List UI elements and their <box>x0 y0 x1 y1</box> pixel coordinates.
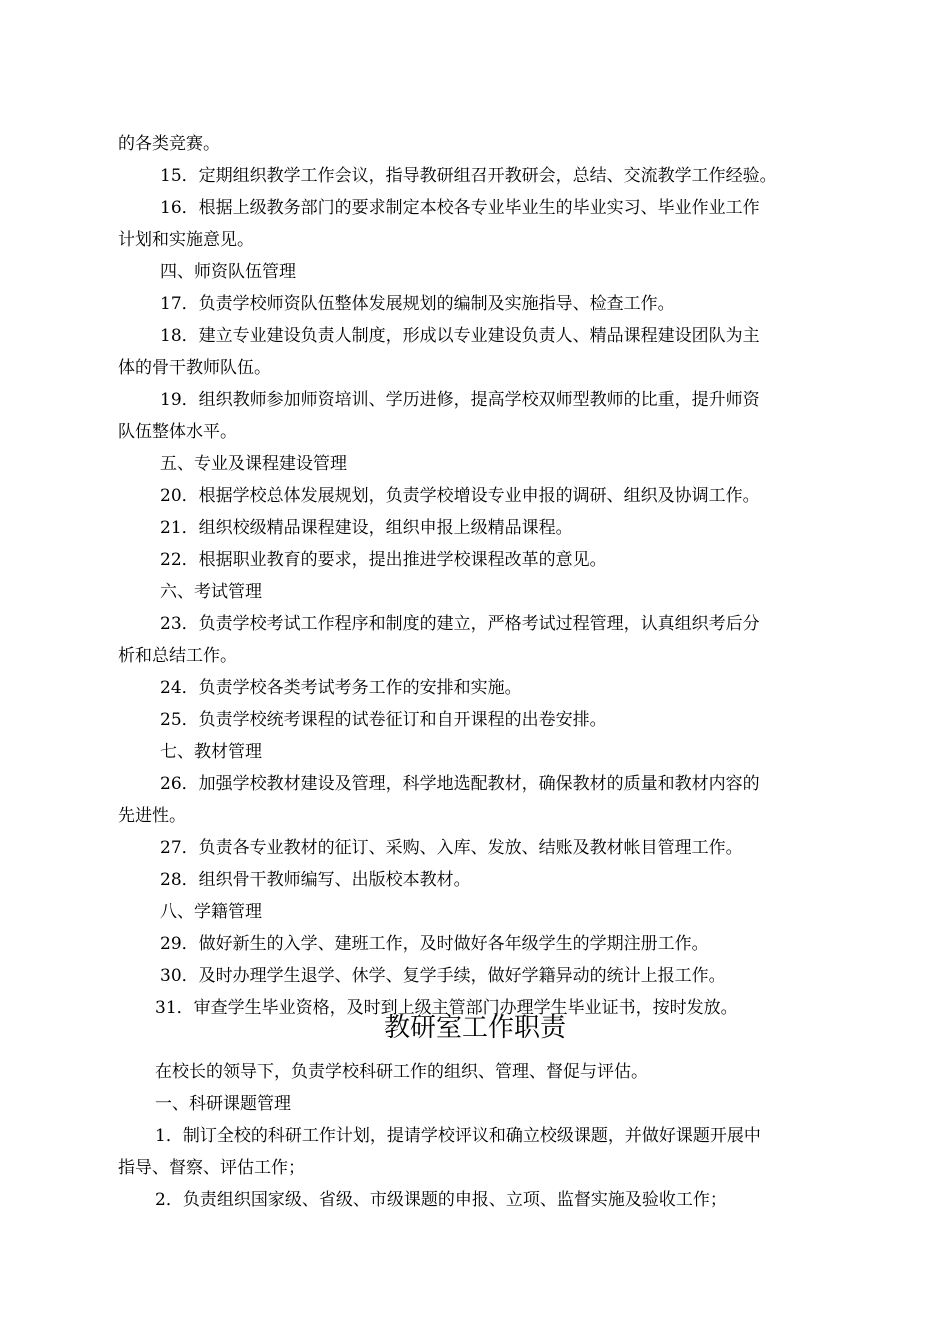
text-line: 的各类竞赛。 <box>118 134 220 154</box>
section-heading: 七、教材管理 <box>160 742 262 762</box>
text-line: 16．根据上级教务部门的要求制定本校各专业毕业生的毕业实习、毕业作业工作 <box>160 198 760 218</box>
text-line: 27．负责各专业教材的征订、采购、入库、发放、结账及教材帐目管理工作。 <box>160 838 743 858</box>
section-heading: 一、科研课题管理 <box>155 1094 291 1114</box>
text-line: 1．制订全校的科研工作计划，提请学校评议和确立校级课题，并做好课题开展中 <box>155 1126 761 1146</box>
text-line: 计划和实施意见。 <box>118 230 254 250</box>
text-line: 24．负责学校各类考试考务工作的安排和实施。 <box>160 678 522 698</box>
section-heading: 五、专业及课程建设管理 <box>160 454 347 474</box>
text-line: 队伍整体水平。 <box>118 422 237 442</box>
text-line: 20．根据学校总体发展规划，负责学校增设专业申报的调研、组织及协调工作。 <box>160 486 760 506</box>
text-line: 28．组织骨干教师编写、出版校本教材。 <box>160 870 471 890</box>
text-line: 体的骨干教师队伍。 <box>118 358 271 378</box>
section-heading: 六、考试管理 <box>160 582 262 602</box>
text-line: 25．负责学校统考课程的试卷征订和自开课程的出卷安排。 <box>160 710 607 730</box>
text-line: 22．根据职业教育的要求，提出推进学校课程改革的意见。 <box>160 550 607 570</box>
text-line: 21．组织校级精品课程建设，组织申报上级精品课程。 <box>160 518 573 538</box>
section-heading: 八、学籍管理 <box>160 902 262 922</box>
text-line: 2．负责组织国家级、省级、市级课题的申报、立项、监督实施及验收工作； <box>155 1190 727 1210</box>
text-line: 23．负责学校考试工作程序和制度的建立，严格考试过程管理，认真组织考后分 <box>160 614 760 634</box>
page-title: 教研室工作职责 <box>383 1013 566 1043</box>
text-line: 19．组织教师参加师资培训、学历进修，提高学校双师型教师的比重，提升师资 <box>160 390 760 410</box>
text-line: 在校长的领导下，负责学校科研工作的组织、管理、督促与评估。 <box>155 1062 648 1082</box>
text-line: 26．加强学校教材建设及管理，科学地选配教材，确保教材的质量和教材内容的 <box>160 774 760 794</box>
text-line: 31．审查学生毕业资格，及时到上级主管部门办理学生毕业证书，按时发放。 <box>155 998 738 1018</box>
text-line: 17．负责学校师资队伍整体发展规划的编制及实施指导、检查工作。 <box>160 294 675 314</box>
text-line: 15．定期组织教学工作会议，指导教研组召开教研会，总结、交流教学工作经验。 <box>160 166 777 186</box>
text-line: 析和总结工作。 <box>118 646 237 666</box>
text-line: 30．及时办理学生退学、休学、复学手续，做好学籍异动的统计上报工作。 <box>160 966 726 986</box>
text-line: 指导、督察、评估工作； <box>118 1158 305 1178</box>
text-line: 先进性。 <box>118 806 186 826</box>
text-line: 18．建立专业建设负责人制度，形成以专业建设负责人、精品课程建设团队为主 <box>160 326 760 346</box>
text-line: 29．做好新生的入学、建班工作，及时做好各年级学生的学期注册工作。 <box>160 934 709 954</box>
section-heading: 四、师资队伍管理 <box>160 262 296 282</box>
